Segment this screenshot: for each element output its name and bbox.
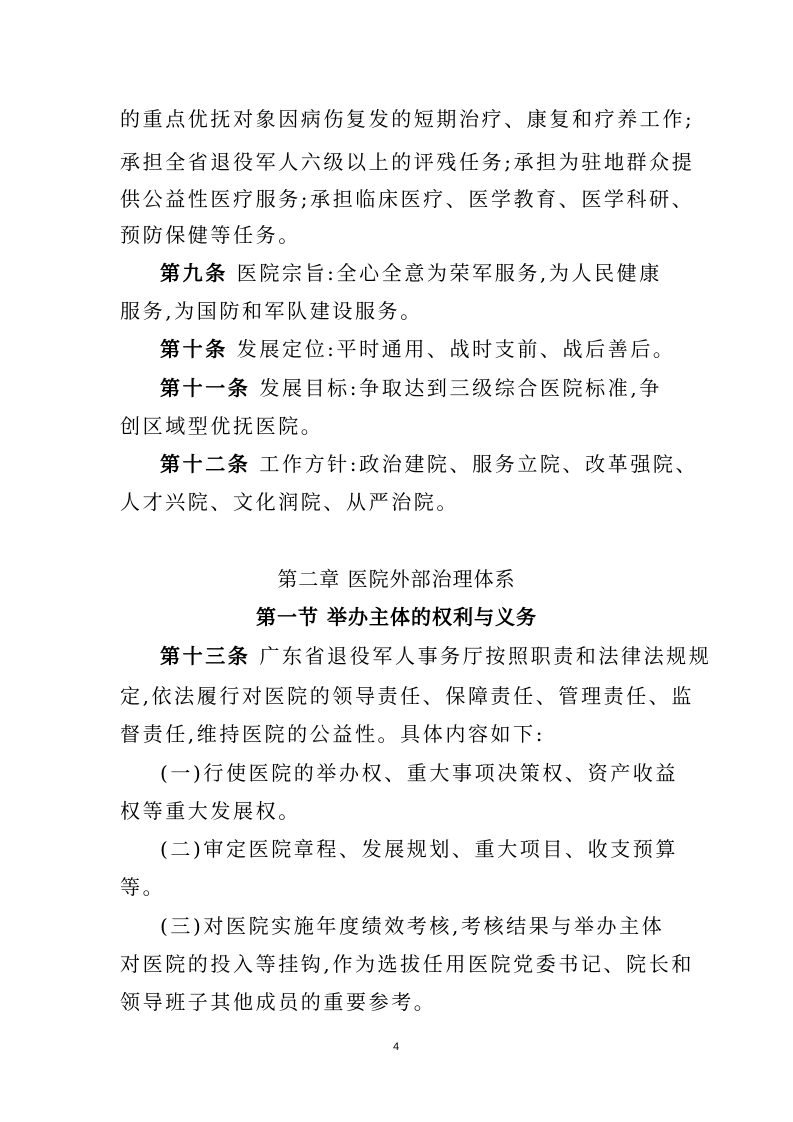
article-11-text: 发展目标:争取达到三级综合医院标准,争 [259, 376, 662, 400]
body-line: 的重点优抚对象因病伤复发的短期治疗、康复和疗养工作; [120, 107, 695, 131]
article-12-title: 第十二条 [160, 452, 251, 476]
article-13-text: 广东省退役军人事务厅按照职责和法律法规规 [259, 644, 712, 668]
list-item: (二)审定医院章程、发展规划、重大项目、收支预算 [160, 837, 679, 861]
article-10-title: 第十条 [160, 337, 228, 361]
body-line: 供公益性医疗服务;承担临床医疗、医学教育、医学科研、 [120, 187, 695, 211]
body-line: 等。 [120, 875, 166, 899]
article-10 [160, 337, 676, 361]
body-line: 创区域型优抚医院。 [120, 414, 324, 438]
page-number: 4 [392, 1041, 400, 1053]
article-9-text: 医院宗旨:全心全意为荣军服务,为人民健康 [236, 261, 662, 285]
body-line: 督责任,维持医院的公益性。具体内容如下: [120, 722, 546, 746]
article-11 [160, 376, 662, 400]
body-line: 服务,为国防和军队建设服务。 [120, 299, 423, 323]
body-line: 定,依法履行对医院的领导责任、保障责任、管理责任、监 [120, 684, 694, 708]
article-12-text: 工作方针:政治建院、服务立院、改革强院、 [259, 452, 699, 476]
article-13-title: 第十三条 [160, 644, 251, 668]
body-line: 承担全省退役军人六级以上的评残任务;承担为驻地群众提 [120, 150, 695, 174]
article-11-title: 第十一条 [160, 376, 251, 400]
chapter-title: 第二章 医院外部治理体系 [277, 567, 516, 591]
article-9-title: 第九条 [160, 261, 228, 285]
body-line: 人才兴院、文化润院、从严治院。 [120, 490, 459, 514]
body-line: 权等重大发展权。 [120, 799, 301, 823]
body-line: 对医院的投入等挂钩,作为选拔任用医院党委书记、院长和 [120, 952, 694, 976]
section-title: 第一节 举办主体的权利与义务 [256, 605, 537, 629]
list-item: (三)对医院实施年度绩效考核,考核结果与举办主体 [160, 914, 665, 938]
body-line: 预防保健等任务。 [120, 223, 301, 247]
list-item: (一)行使医院的举办权、重大事项决策权、资产收益 [160, 761, 679, 785]
article-12 [160, 452, 698, 476]
body-line: 领导班子其他成员的重要参考。 [120, 990, 437, 1014]
article-9 [160, 261, 662, 285]
article-10-text: 发展定位:平时通用、战时支前、战后善后。 [236, 337, 676, 361]
article-13 [160, 644, 711, 668]
